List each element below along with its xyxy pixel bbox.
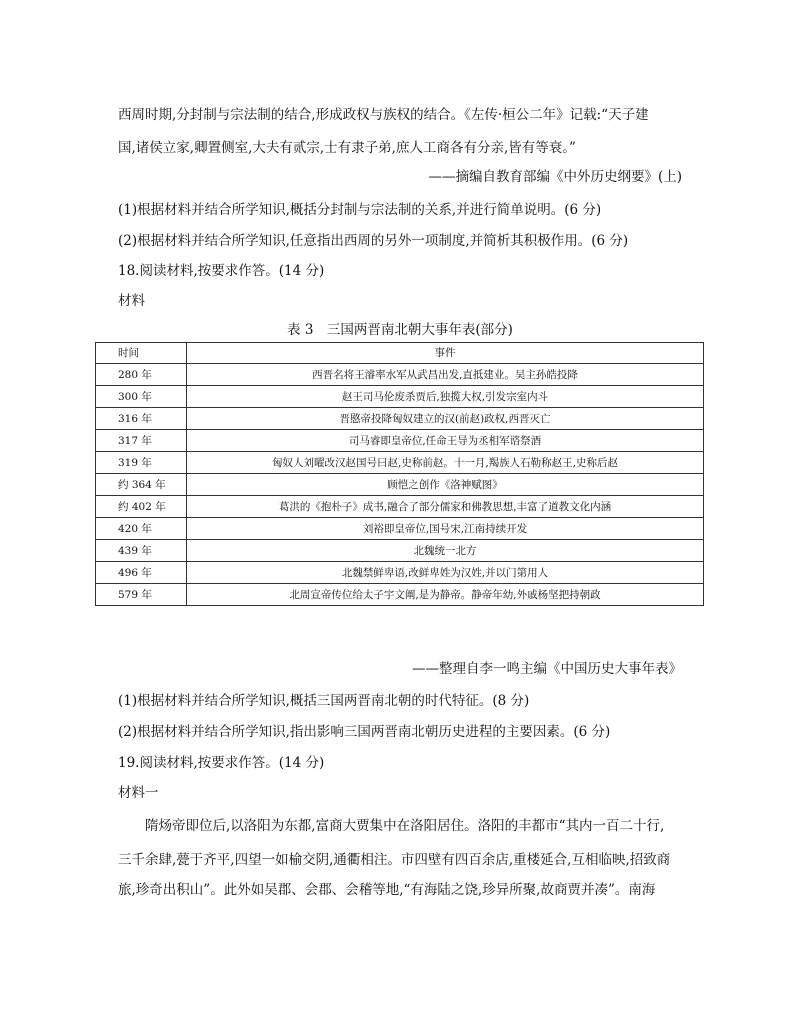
row-time: 439 年	[96, 540, 187, 562]
table-row	[96, 496, 704, 518]
row-time: 约 402 年	[96, 496, 187, 518]
table-row	[96, 584, 704, 606]
material-18-label: 材料	[118, 293, 145, 309]
row-time: 317 年	[96, 430, 187, 452]
table-caption: 表 3 三国两晋南北朝大事年表(部分)	[287, 322, 513, 338]
row-event: 赵王司马伦废杀贾后,独揽大权,引发宗室内斗	[187, 386, 704, 408]
question-19-heading: 19.阅读材料,按要求作答。(14 分)	[118, 755, 325, 771]
row-time: 280 年	[96, 364, 187, 386]
table-row	[96, 474, 704, 496]
material-19-line-3: 旅,珍奇出积山”。此外如吴郡、会郡、会稽等地,“有海陆之饶,珍异所聚,故商贾并凑”。南海	[118, 882, 656, 898]
table-row	[96, 562, 704, 584]
row-event: 葛洪的《抱朴子》成书,融合了部分儒家和佛教思想,丰富了道教文化内涵	[187, 496, 704, 518]
material-19-line-2: 三千余肆,甍于齐平,四望一如榆交阴,通衢相注。市四壁有四百余店,重楼延合,互相临映,招致商	[118, 852, 671, 868]
row-time: 300 年	[96, 386, 187, 408]
row-event: 北周宣帝传位给太子宇文阐,是为静帝。静帝年幼,外戚杨坚把持朝政	[187, 584, 704, 606]
question-18-2: (2)根据材料并结合所学知识,指出影响三国两晋南北朝历史进程的主要因素。(6 分)	[118, 724, 611, 740]
row-time: 579 年	[96, 584, 187, 606]
row-event: 北魏统一北方	[187, 540, 704, 562]
row-event: 匈奴人刘曜改汉赵国号曰赵,史称前赵。十一月,羯族人石勒称赵王,史称后赵	[187, 452, 704, 474]
row-event: 司马睿即皇帝位,任命王导为丞相军谘祭酒	[187, 430, 704, 452]
row-time: 420 年	[96, 518, 187, 540]
table-row	[96, 408, 704, 430]
table-row	[96, 430, 704, 452]
row-time: 496 年	[96, 562, 187, 584]
header-time: 时间	[96, 343, 187, 364]
row-time: 约 364 年	[96, 474, 187, 496]
material-19-label: 材料一	[118, 785, 159, 801]
material-17-line-2: 国,诸侯立家,卿置侧室,大夫有贰宗,士有隶子弟,庶人工商各有分亲,皆有等衰。”	[118, 140, 576, 156]
events-table	[95, 342, 704, 606]
question-18-1: (1)根据材料并结合所学知识,概括三国两晋南北朝的时代特征。(8 分)	[118, 693, 530, 709]
table-row	[96, 386, 704, 408]
material-19-line-1: 隋炀帝即位后,以洛阳为东都,富商大贾集中在洛阳居住。洛阳的丰都市“其内一百二十行,	[145, 818, 665, 834]
table-row	[96, 518, 704, 540]
material-18-source: ——整理自李一鸣主编《中国历史大事年表》	[412, 661, 682, 677]
row-event: 晋愍帝投降匈奴建立的汉(前赵)政权,西晋灭亡	[187, 408, 704, 430]
material-17-source: ——摘编自教育部编《中外历史纲要》(上)	[428, 169, 682, 185]
row-event: 刘裕即皇帝位,国号宋,江南持续开发	[187, 518, 704, 540]
question-17-1: (1)根据材料并结合所学知识,概括分封制与宗法制的关系,并进行简单说明。(6 分)	[118, 202, 602, 218]
row-event: 西晋名将王濬率水军从武昌出发,直抵建业。吴主孙皓投降	[187, 364, 704, 386]
table-header-row	[96, 343, 704, 364]
table-row	[96, 540, 704, 562]
table-row	[96, 452, 704, 474]
row-time: 319 年	[96, 452, 187, 474]
header-event: 事件	[187, 343, 704, 364]
material-17-line-1: 西周时期,分封制与宗法制的结合,形成政权与族权的结合。《左传·桓公二年》记载:“天子建	[118, 107, 649, 123]
row-time: 316 年	[96, 408, 187, 430]
table-row	[96, 364, 704, 386]
question-17-2: (2)根据材料并结合所学知识,任意指出西周的另外一项制度,并简析其积极作用。(6 分)	[118, 233, 629, 249]
row-event: 顾恺之创作《洛神赋图》	[187, 474, 704, 496]
question-18-heading: 18.阅读材料,按要求作答。(14 分)	[118, 263, 325, 279]
row-event: 北魏禁鲜卑语,改鲜卑姓为汉姓,并以门第用人	[187, 562, 704, 584]
